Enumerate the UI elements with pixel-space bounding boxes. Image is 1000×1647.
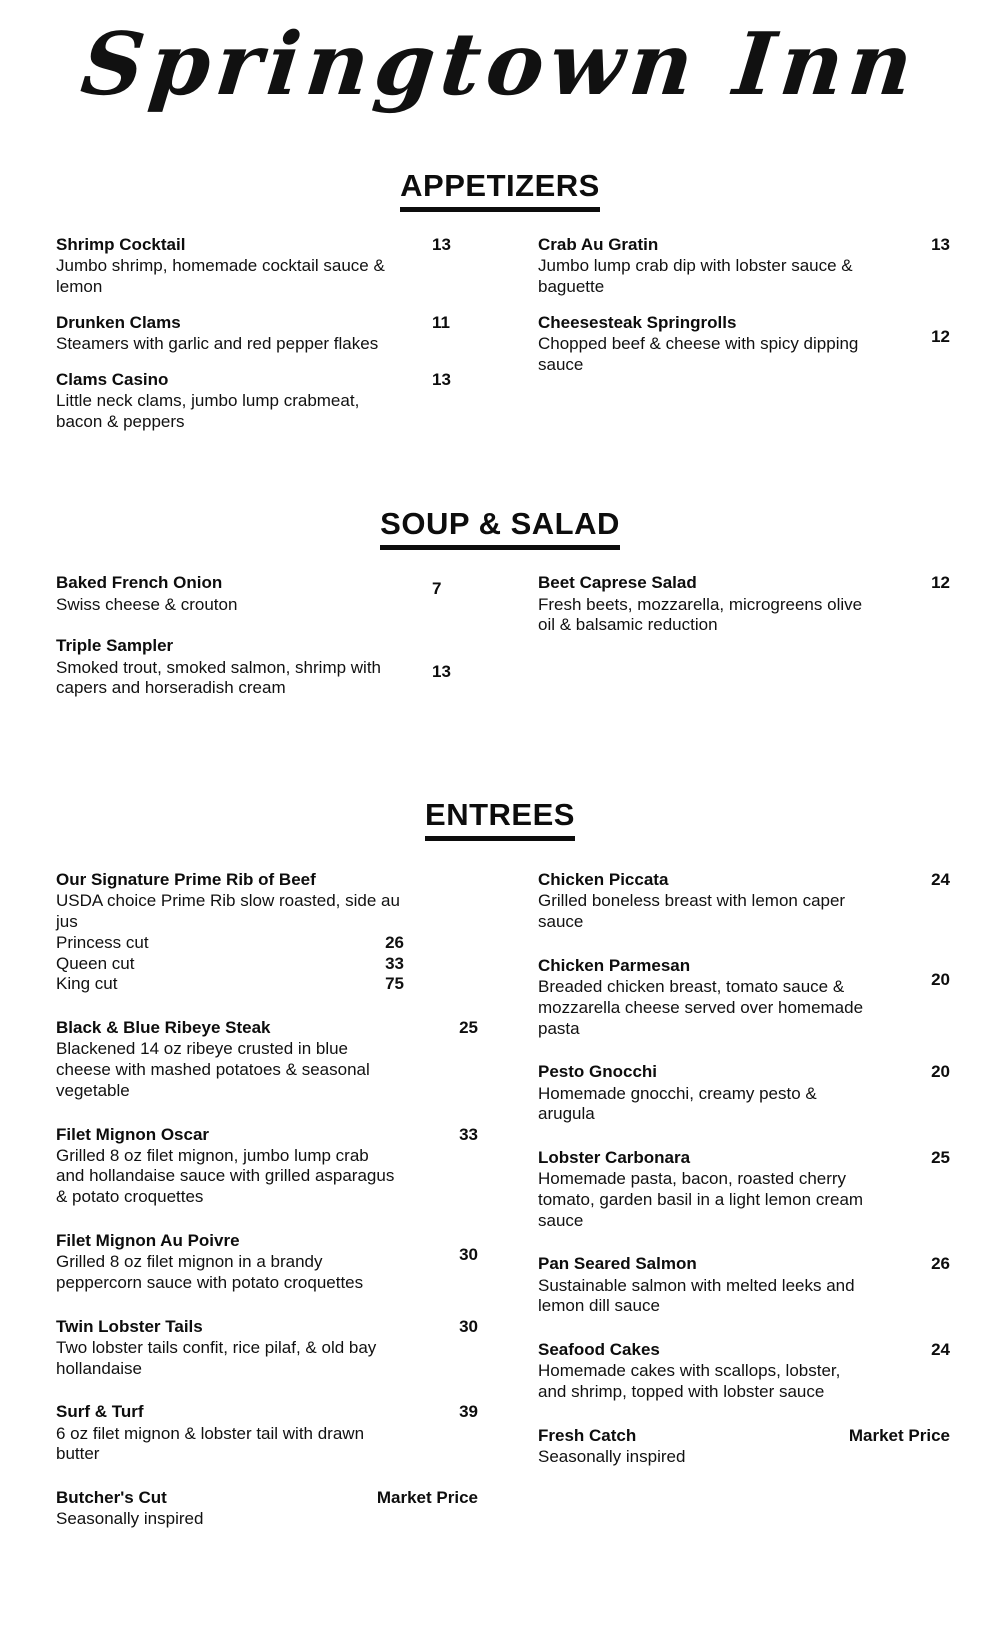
menu-item (538, 1425, 950, 1468)
appetizers-left-column (40, 234, 500, 446)
item-price: 26 (931, 1254, 950, 1274)
item-description: Chopped beef & cheese with spicy dipping sauce (538, 333, 859, 374)
item-description: Breaded chicken breast, tomato sauce & mozzarella cheese served over homemade pasta (538, 977, 864, 1038)
item-description: Grilled 8 oz filet mignon, jumbo lump crab and hollandaise sauce with grilled asparagus & potato croquettes (56, 1145, 395, 1207)
item-price: 20 (931, 1062, 950, 1082)
menu-item (56, 312, 478, 355)
menu-item (538, 955, 950, 1039)
option-label: Queen cut (56, 953, 135, 973)
item-name: Clams Casino (56, 369, 169, 389)
item-price: 24 (931, 870, 950, 890)
section-title-entrees: ENTREES (425, 797, 575, 841)
item-price: 30 (459, 1316, 478, 1336)
item-name: Shrimp Cocktail (56, 235, 186, 254)
item-price: 12 (931, 573, 950, 593)
menu-item (56, 869, 478, 995)
item-price: 7 (432, 579, 442, 599)
option-price: 75 (385, 974, 404, 994)
menu-item (538, 1061, 950, 1125)
appetizers-right-column (500, 234, 960, 446)
item-description: Seasonally inspired (56, 1509, 204, 1529)
item-price: 39 (459, 1402, 478, 1422)
section-heading-entrees (0, 797, 1000, 841)
appetizers-section (40, 234, 960, 446)
item-name: Pan Seared Salmon (538, 1254, 697, 1274)
item-option (56, 974, 404, 995)
item-description: Grilled boneless breast with lemon caper sauce (538, 891, 846, 932)
item-name: Lobster Carbonara (538, 1148, 691, 1168)
menu-item (56, 234, 478, 298)
section-heading-appetizers (0, 168, 1000, 212)
item-price: 20 (931, 969, 950, 989)
item-description: USDA choice Prime Rib slow roasted, side au jus (56, 891, 400, 932)
item-name: Chicken Parmesan (538, 955, 691, 975)
entrees-right-column (500, 869, 960, 1552)
item-price: 13 (432, 369, 451, 389)
menu-item (56, 572, 478, 615)
menu-item (538, 1339, 950, 1403)
menu-item (56, 1017, 478, 1101)
item-name: Crab Au Gratin (538, 235, 659, 254)
menu-item (538, 572, 950, 636)
item-name: Filet Mignon Au Poivre (56, 1230, 240, 1250)
menu-item (538, 1253, 950, 1317)
menu-item (538, 312, 950, 376)
item-price: 11 (432, 312, 450, 332)
item-price: 13 (432, 662, 451, 682)
item-description: 6 oz filet mignon & lobster tail with drawn butter (56, 1423, 365, 1464)
item-description: Homemade gnocchi, creamy pesto & arugula (538, 1083, 817, 1124)
section-title-appetizers: APPETIZERS (400, 168, 600, 212)
item-price: 13 (931, 235, 950, 254)
menu-item (56, 1124, 478, 1208)
option-price: 26 (385, 932, 404, 952)
item-name: Black & Blue Ribeye Steak (56, 1018, 271, 1038)
menu-item (538, 234, 950, 298)
item-description: Fresh beets, mozzarella, microgreens olive oil & balsamic reduction (538, 594, 863, 635)
item-option (56, 933, 404, 954)
menu-item (538, 869, 950, 933)
item-name: Our Signature Prime Rib of Beef (56, 870, 316, 890)
entrees-left-column (40, 869, 500, 1552)
menu-item (56, 1401, 478, 1465)
option-price: 33 (385, 953, 404, 973)
item-description: Little neck clams, jumbo lump crabmeat, bacon & peppers (56, 390, 360, 431)
item-description: Homemade cakes with scallops, lobster, and shrimp, topped with lobster sauce (538, 1361, 841, 1402)
item-name: Seafood Cakes (538, 1340, 660, 1360)
item-description: Blackened 14 oz ribeye crusted in blue cheese with mashed potatoes & seasonal vegetable (56, 1039, 370, 1100)
item-price: 25 (931, 1148, 950, 1168)
item-price: 30 (459, 1244, 478, 1264)
item-price: 33 (459, 1124, 478, 1144)
item-name: Twin Lobster Tails (56, 1316, 203, 1336)
item-description: Swiss cheese & crouton (56, 594, 238, 614)
item-description: Jumbo lump crab dip with lobster sauce & baguette (538, 256, 853, 296)
item-price: 13 (432, 235, 451, 254)
item-name: Fresh Catch (538, 1425, 637, 1445)
item-price: Market Price (848, 1425, 950, 1445)
item-price: 25 (459, 1018, 478, 1038)
item-name: Baked French Onion (56, 573, 223, 593)
menu-item (56, 369, 478, 433)
menu-header (0, 0, 1000, 140)
item-description: Steamers with garlic and red pepper flakes (56, 333, 379, 353)
section-heading-soup-salad (0, 506, 1000, 550)
menu-item (538, 1147, 950, 1231)
item-name: Butcher's Cut (56, 1488, 167, 1508)
soup-salad-left-column (40, 572, 500, 719)
item-description: Two lobster tails confit, rice pilaf, & old bay hollandaise (56, 1337, 377, 1378)
item-name: Cheesesteak Springrolls (538, 312, 737, 332)
item-name: Chicken Piccata (538, 870, 669, 890)
restaurant-name: Springtown Inn (76, 14, 924, 115)
item-description: Grilled 8 oz filet mignon in a brandy peppercorn sauce with potato croquettes (56, 1252, 364, 1292)
item-description: Smoked trout, smoked salmon, shrimp with capers and horseradish cream (56, 657, 382, 698)
section-title-soup-salad: SOUP & SALAD (380, 506, 620, 550)
item-price: 12 (931, 326, 950, 346)
option-label: Princess cut (56, 932, 149, 952)
entrees-section (40, 869, 960, 1552)
menu-item (56, 1316, 478, 1380)
item-price: Market Price (376, 1488, 478, 1508)
menu-item (56, 1487, 478, 1530)
item-description: Homemade pasta, bacon, roasted cherry tomato, garden basil in a light lemon cream sauce (538, 1169, 864, 1230)
item-description: Seasonally inspired (538, 1447, 686, 1467)
item-name: Drunken Clams (56, 312, 181, 332)
item-name: Surf & Turf (56, 1402, 144, 1422)
item-description: Sustainable salmon with melted leeks and lemon dill sauce (538, 1275, 855, 1316)
item-description: Jumbo shrimp, homemade cocktail sauce & lemon (56, 256, 385, 296)
item-name: Filet Mignon Oscar (56, 1124, 210, 1144)
item-option (56, 954, 404, 975)
item-name: Triple Sampler (56, 636, 174, 656)
soup-salad-section (40, 572, 960, 719)
soup-salad-right-column (500, 572, 960, 719)
menu-item (56, 635, 478, 699)
item-name: Beet Caprese Salad (538, 573, 697, 593)
item-name: Pesto Gnocchi (538, 1062, 658, 1082)
item-price: 24 (931, 1340, 950, 1360)
option-label: King cut (56, 974, 118, 994)
menu-item (56, 1230, 478, 1294)
